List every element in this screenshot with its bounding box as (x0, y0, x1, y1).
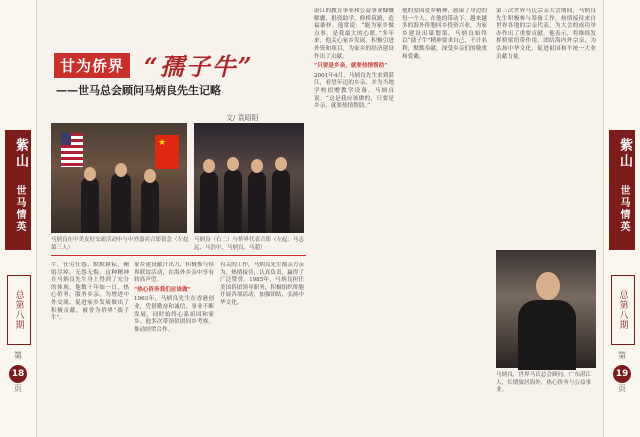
right-sidebar-title: 紫山 (617, 138, 632, 170)
person-head (227, 157, 239, 171)
article-byline: 文/ 袁昭阳 (226, 114, 259, 122)
portrait-caption: 马炳良，世界马氏总会顾问，广东湛江人，长期旅居海外，热心侨务与公益事业。 (496, 372, 592, 394)
person-head (115, 163, 127, 177)
person-head (144, 169, 156, 183)
left-page-badge: 18 (9, 365, 27, 383)
text-column-e: 他的爱国爱乡精神，感染了身边的每一个人。在他的带动下，越来越多的海外侨胞回乡投资兴业，为家乡建设出谋划策。马炳良始终以“孺子牛”精神要求自己，不计名利，默默奉献，深受乡亲们的敬重和爱戴。 (402, 8, 487, 60)
text-column-b: 家乡建设献计出力，积极参与侨界联谊活动，在海外乡亲中享有较高声望。 “热心侨务我们应该做” 1963年，马炳良先生在香港创业，凭借勤奋和诚信，事业不断发展，同时始终心系祖国和家乡。他多次带领侨团回乡考察，推动经贸合作。 (134, 262, 214, 333)
person-head (275, 157, 287, 171)
left-sidebar-title: 紫山 (13, 138, 28, 170)
right-sidebar-subtitle: 世马情英 (618, 185, 629, 233)
group-photo-flags (51, 123, 187, 233)
person-figure (200, 171, 218, 233)
left-issue-box (7, 275, 31, 345)
person-figure (141, 179, 159, 233)
portrait-body (518, 300, 576, 370)
text-column-a: 牛，任劳任怨，默默耕耘，鞠躬尽瘁，无怨无悔。这种精神在马炳良先生身上得到了充分的体现。他数十年如一日，热心侨务，服务乡亲，为增进中外交流、促进家乡发展做出了积极贡献，被誉为侨界“孺子牛”。 (51, 262, 129, 322)
person-head (251, 159, 263, 173)
text-column-f: 第三次世界马氏宗亲大会期间，马炳良先生积极参与筹备工作，热情接待来自世界各地的宗亲代表，为大会的成功举办作出了重要贡献。他表示，将继续发挥桥梁纽带作用，团结海内外宗亲，为弘扬中华文化、促进祖国和平统一大业贡献力量。 (496, 8, 596, 60)
person-head (84, 167, 96, 181)
right-sidebar-band (609, 130, 635, 250)
portrait-photo (496, 250, 596, 368)
person-figure (248, 171, 266, 233)
left-issue-label: 总第八期 (13, 290, 24, 330)
article-title: “孺子牛” (144, 52, 254, 81)
left-sidebar-subtitle: 世马情英 (14, 185, 25, 233)
portrait-head (536, 272, 560, 300)
right-issue-box (611, 275, 635, 345)
section-heading: “只要是乡亲，就要热情帮助” (314, 63, 388, 70)
person-figure (224, 169, 242, 233)
text-column-c: 有关的工作，马炳良先生都亲力亲为，热情接待，认真负责，赢得了广泛赞誉。1985年，马炳良担任美国侨团领导职务，积极组织侨胞开展各项活动，加强团结，弘扬中华文化。 (220, 262, 304, 306)
right-page-number: 第 19 页 (612, 350, 632, 394)
person-figure (272, 169, 290, 233)
section-heading: “热心侨务我们应该做” (134, 286, 191, 293)
person-head (203, 159, 215, 173)
photo1-caption: 马炳良在中美友好交流活动中与中外嘉宾合影留念（左起第三人） (51, 237, 189, 251)
divider-rule (51, 255, 306, 256)
article-content (36, 0, 604, 437)
person-figure (81, 177, 99, 233)
person-figure (111, 173, 131, 233)
us-flag-icon (61, 133, 83, 167)
title-tag: 甘为侨界 (54, 53, 130, 78)
right-sidebar (603, 0, 640, 437)
left-sidebar (0, 0, 37, 437)
group-photo-standing (194, 123, 304, 233)
left-sidebar-band (5, 130, 31, 250)
right-page-badge: 19 (613, 365, 631, 383)
text-column-d: 湛江的教育事业和公益事业慷慨解囊，捐资助学，修桥筑路，造福桑梓。他常说：“能为家乡做点事，是我最大的心愿。”多年来，他关心家乡发展，积极引进外资和项目，为家乡的经济建设作出了贡献。 “只要是乡亲，就要热情帮助” 2001年4月，马炳良先生来到湛江，看望年迈的乡亲，并为当地学校捐赠教学设备。马炳良说：“这是我应该做的，只要是乡亲，就要热情帮助。” (314, 8, 394, 110)
photo2-caption: 马炳良（右二）与侨界代表合影（左起：马志远、马浩中、马炳良、马超） (194, 237, 305, 251)
article-subtitle: ——世马总会顾问马炳良先生记略 (56, 84, 221, 97)
china-flag-icon (155, 135, 179, 169)
right-issue-label: 总第八期 (617, 290, 628, 330)
left-page-number: 第 18 页 (8, 350, 28, 394)
